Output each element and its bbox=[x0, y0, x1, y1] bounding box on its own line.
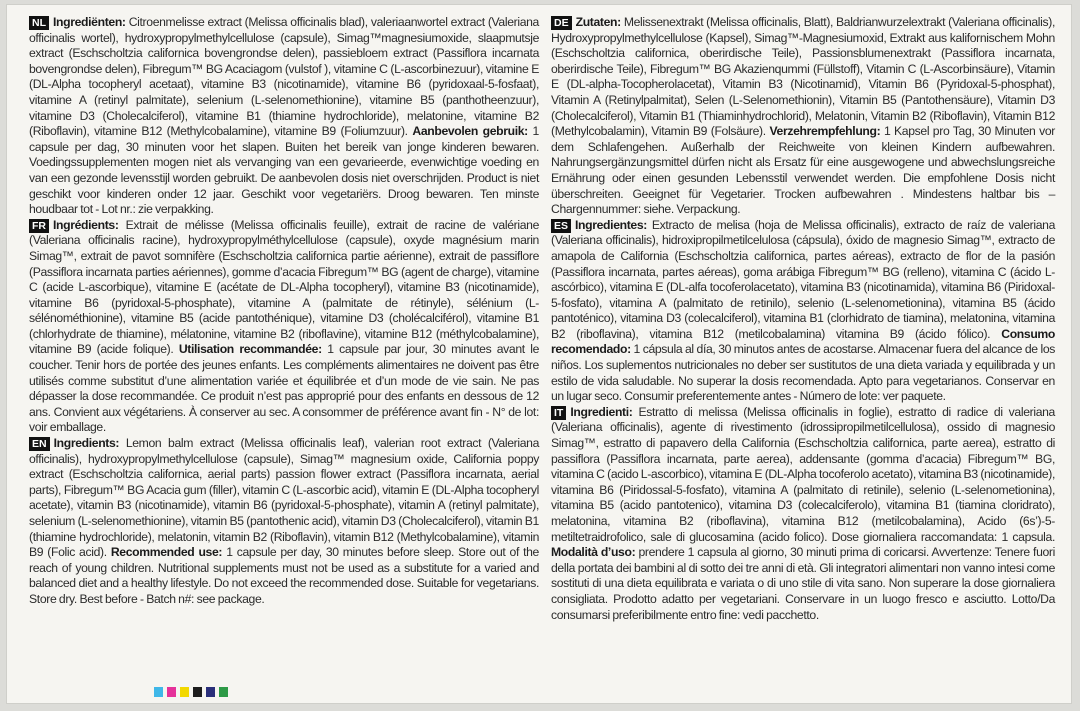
use-text-de: 1 Kapsel pro Tag, 30 Minuten vor dem Schlafengehen. Außerhalb der Reichweite von kleinen Kindern aufbewahren. Nahrungsergänzungsmittel dürfen nicht als Ersatz für eine ausgewogene und abwechslungsreiche Ernährung oder einen gesunden Lebensstil verwendet werden. Die empfohlene Dosis nicht überschreiten. Geeignet für Vegetarier. Trocken aufbewahren . Mindestens haltbar bis – Chargennummer: siehe. Verpackung. bbox=[551, 124, 1055, 217]
ingredients-heading-it: Ingredienti: bbox=[570, 404, 633, 419]
ingredients-text-fr: Extrait de mélisse (Melissa officinalis feuille), extrait de racine de valériane (Valeriana officinalis racine), hydroxypropylméthylcellulose (capsule), oxyde magnésium marin Simag™, extrait de pavot somnifère (Eschscholtzia californica partie aérienne), extrait de passiflore (Passiflora incarnata parties aériennes), gomme d’acacia Fibregum™ BG (agent de charge), vitamine C (acide L-ascorbique), vitamine E (acétate de DL-Alpha tocopheryl), vitamine B3 (nicotinamide), vitamine B6 (pyridoxal-5-phosphate), vitamine A (palmitate de rétinyle), sélénium (L-sélénométhionine), vitamine B5 (acide pantothénique), vitamine D3 (cholécalciférol), vitamine B1 (chlorhydrate de thiamine), mélatonine, vitamine B2 (riboflavine), vitamine B12 (méthylcobalamine), vitamine B9 (acide folique). bbox=[29, 217, 539, 357]
ingredients-heading-en: Ingredients: bbox=[53, 436, 120, 451]
print-swatch-cyan bbox=[154, 687, 163, 697]
print-swatch-magenta bbox=[167, 687, 176, 697]
use-text-nl: 1 capsule per dag, 30 minuten voor het slapen. Buiten het bereik van jonge kinderen bewaren. Voedingssupplementen mogen niet als vervanging van een gevarieerde, evenwichtige voeding en van een gezonde levensstijl worden gebruikt. De aanbevolen dosis niet overschrijden. Product is niet geschikt voor kinderen onder 12 jaar. Geschikt voor vegetariërs. Droog bewaren. Ten minste houdbaar tot - Lot nr.: zie verpakking. bbox=[29, 124, 539, 217]
section-en bbox=[29, 436, 539, 608]
ingredients-text-en: Lemon balm extract (Melissa officinalis leaf), valerian root extract (Valeriana officinalis), hydroxypropylmethylcellulose (capsule), Simag™ magnesium oxide, California poppy extract (Eschscholtzia californica, aerial parts) passion flower extract (Passiflora incarnata, aerial parts), Fibregum™ BG Acacia gum (filler), vitamin C (L-ascorbic acid), vitamin E (DL-Alpha tocopheryl acetate), vitamin B3 (nicotinamide), vitamin B6 (pyridoxal-5-phosphate), vitamin A (retinyl palmitate), selenium (L-selenomethionine), vitamin B5 (pantothenic acid), vitamin D3 (Cholecalciferol), vitamin B1 (thiamine hydrochloride), melatonin, vitamin B2 (Riboflavin), vitamin B12 (Methylcobalamine), vitamin B9 (Folic acid). bbox=[29, 436, 539, 560]
ingredients-heading-es: Ingredientes: bbox=[575, 217, 647, 232]
use-heading-es: Consumo recomendado: bbox=[551, 326, 1055, 357]
use-heading-it: Modalità d’uso: bbox=[551, 545, 636, 560]
language-flag-fr: FR bbox=[29, 219, 49, 233]
ingredients-heading-nl: Ingrediënten: bbox=[53, 15, 126, 29]
ingredients-text-es: Extracto de melisa (hoja de Melissa officinalis), extracto de raíz de valeriana (Valeriana officinalis), hidroxipropilmetilcelulosa (cápsula), óxido de magnesio Simag™, extracto de amapola de California (Eschscholtzia californica, partes aéreas), extracto de flor de la pasión (Passiflora incarnata, partes aéreas), goma arábiga Fibregum™ BG (relleno), vitamina C (ácido L-ascórbico), vitamina E (DL-alfa tocoferolacetato), vitamina B3 (nicotinamida), vitamina B6 (Piridoxal-5-fosfato), vitamina A (palmitato de retinilo), selenio (L-selenometionina), vitamina B5 (ácido pantoténico), vitamina D3 (colecalciferol), vitamina B1 (clorhidrato de tiamina), melatonina, vitamina B2 (riboflavina), vitamina B12 (metilcobalamina) vitamina B9 (ácido fólico). bbox=[551, 217, 1055, 341]
print-color-swatches bbox=[154, 687, 228, 697]
use-text-es: 1 cápsula al día, 30 minutos antes de acostarse. Almacenar fuera del alcance de los niños. Los suplementos nutricionales no deber ser sustitutos de una dieta variada y equilibrada y un estilo de vida saludable. No superar la dosis recomendada. Apto para vegetarianos. Conservar en un lugar seco. Consumir preferentemente antes - Número de lote: ver paquete. bbox=[551, 342, 1055, 404]
use-heading-de: Verzehrempfehlung: bbox=[769, 124, 881, 139]
language-flag-nl: NL bbox=[29, 16, 49, 30]
print-swatch-black bbox=[193, 687, 202, 697]
ingredients-text-de: Melissenextrakt (Melissa officinalis, Blatt), Baldrianwurzelextrakt (Valeriana officinalis), Hydroxypropylmethylcellulose (Kapsel), Simag™-Magnesiumoxid, Extrakt aus kalifornischem Mohn (Eschscholtzia californica, oberirdische Teile), Passionsblumenextrakt (Passiflora incarnata, oberirdische Teile), Fibregum™ BG Akazienqummi (Füllstoff), Vitamin C (L-Ascorbinsäure), Vitamin E (DL-alpha-Tocopherolacetat), Vitamin B3 (Nicotinamid), Vitamin B6 (Pyridoxal-5-phosphat), Vitamin A (Retinylpalmitat), Selen (L-Selenomethionin), Vitamin B5 (Pantothensäure), Vitamin D3 (Cholecalciferol), Vitamin B1 (Thiaminhydrochlorid), Melatonin, Vitamin B2 (Riboflavin), Vitamin B12 (Methylcobalamin), Vitamin B9 (Folsäure). bbox=[551, 15, 1055, 139]
section-fr bbox=[29, 218, 539, 436]
section-es bbox=[551, 218, 1055, 405]
language-flag-it: IT bbox=[551, 406, 566, 420]
section-nl bbox=[29, 15, 539, 218]
use-text-fr: 1 capsule par jour, 30 minutes avant le coucher. Tenir hors de portée des jeunes enfants. Les compléments alimentaires ne doivent pas être utilisés comme substitut d’une alimentation variée et équilibrée et d’un mode de vie sain. Ne pas dépasser la dose recommandée. Ce produit n’est pas approprié pour des enfants en dessous de 12 ans. Convient aux végétariens. À conserver au sec. A consommer de préférence avant fin - N° de lot: voir emballage. bbox=[29, 342, 540, 435]
ingredients-heading-de: Zutaten: bbox=[575, 15, 621, 29]
ingredients-heading-fr: Ingrédients: bbox=[53, 217, 119, 232]
ingredients-text-it: Estratto di melissa (Melissa officinalis in foglie), estratto di radice di valeriana (Valeriana officinalis), agente di rivestimento (idrossipropilmetilcellulosa), ossido di magnesio Simag™, estratto di papavero della California (Eschscholtzia californica, parte aerea), estratto di passiflora (Passiflora incarnata, parte aerea), addensante (gomma d’acacia) Fibregum™ BG, vitamina C (acido L-ascorbico), vitamina E (DL-Alpha tocoferolo acetato), vitamina B3 (nicotinamide), vitamina B6 (Piridossal-5-fosfato), vitamina A (palmitato di retinile), selenio (L-selenometionina), vitamina B5 (acido pantotenico), vitamina D3 (colecalciferolo), vitamina B1 (tiamina cloridrato), melatonina, vitamina B2 (riboflavina), vitamina B12 (metilcobalamina), Acido (6s’)-5-metiltetraidrofolico, sale di glucosamina (acido folico). Dose giornaliera raccomandata: 1 capsula. bbox=[551, 404, 1055, 544]
right-column bbox=[551, 15, 1055, 623]
ingredients-text-nl: Citroenmelisse extract (Melissa officinalis blad), valeriaanwortel extract (Valeriana officinalis wortel), hydroxypropylmethylcellulose (capsule), Simag™magnesiumoxide, slaapmutsje extract (Eschscholtzia californica bovengrondse delen), passiebloem extract (Passiflora incarnata bovengrondse delen), Fibregum™ BG Acaciagom (vulstof ), vitamine C (L-ascorbinezuur), vitamine E (DL-Alpha tocopheryl acetaat), vitamine B3 (nicotinamide), vitamine B6 (pyridoxaal-5-fosfaat), vitamine A (retinyl palmitate), selenium (L-selenomethionine), vitamine B5 (panthotheenzuur), vitamine D3 (Cholecalciferol), vitamine B1 (thiamine hydrochloride), melatonine, vitamine B2 (Riboflavin), vitamine B12 (Methylcobalamine), vitamine B9 (Foliumzuur). bbox=[29, 15, 539, 139]
use-text-it: prendere 1 capsula al giorno, 30 minuti prima di coricarsi. Avvertenze: Tenere fuori della portata dei bambini al di sotto dei tre anni di età. Gli integratori alimentari non vanno intesi come sostituti di una dieta equilibrata e variata o di uno stile di vita sano. Non superare la dose giornaliera consigliata. Prodotto adatto per vegetariani. Conservare in un luogo fresco e asciutto. Lotto/Da consumarsi preferibilmente entro fine: vedi pacchetto. bbox=[551, 545, 1056, 622]
use-heading-en: Recommended use: bbox=[110, 545, 223, 560]
section-de bbox=[551, 15, 1055, 218]
left-column bbox=[29, 15, 539, 608]
supplement-label-panel bbox=[6, 4, 1072, 704]
print-swatch-yellow bbox=[180, 687, 189, 697]
use-heading-nl: Aanbevolen gebruik: bbox=[412, 124, 528, 139]
section-it bbox=[551, 405, 1055, 623]
language-flag-es: ES bbox=[551, 219, 571, 233]
language-flag-de: DE bbox=[551, 16, 572, 30]
print-swatch-green bbox=[219, 687, 228, 697]
print-swatch-navy bbox=[206, 687, 215, 697]
use-heading-fr: Utilisation recommandée: bbox=[178, 342, 322, 357]
language-flag-en: EN bbox=[29, 437, 50, 451]
use-text-en: 1 capsule per day, 30 minutes before sleep. Store out of the reach of young children. Nutritional supplements must not be used as a substitute for a varied and balanced diet and a healthy lifestyle. Do not exceed the recommended dose. Suitable for vegetarians. Store dry. Best before - Batch n#: see package. bbox=[29, 545, 539, 606]
